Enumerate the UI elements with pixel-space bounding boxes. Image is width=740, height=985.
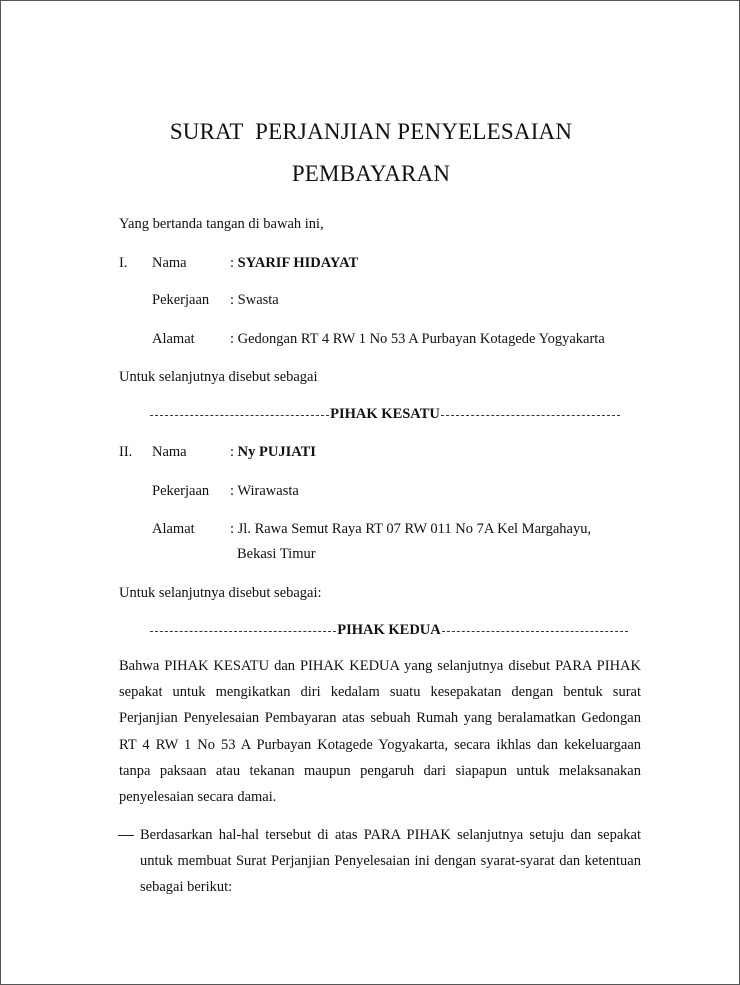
party1-address-label: Alamat xyxy=(152,331,195,347)
party2-address-value-line-1: : Jl. Rawa Semut Raya RT 07 RW 011 No 7A Kel Margahayu, xyxy=(230,521,592,537)
party2-name-colon: : xyxy=(230,444,238,460)
document-title-line-2: PEMBAYARAN xyxy=(291,161,451,186)
party2-designation-line xyxy=(150,621,628,639)
document-title-line-1: SURAT PERJANJIAN PENYELESAIAN xyxy=(169,119,573,144)
body-paragraph: Bahwa PIHAK KESATU dan PIHAK KEDUA yang selanjutnya disebut PARA PIHAK sepakat untuk mengikatkan diri kedalam suatu kesepakatan dengan bentuk surat Perjanjian Penyelesaian Pembayaran atas sebuah Rumah yang beralamatkan Gedongan RT 4 RW 1 No 53 A Purbayan Kotagede Yogyakarta, secara ikhlas dan kekeluargaan tanpa paksaan atau tekanan maupun pengaruh dari siapapun untuk melaksanakan penyelesaian secara damai. xyxy=(119,658,641,806)
party2-name-value: Ny PUJIATI xyxy=(237,444,316,460)
party2-address-value-line-2: Bekasi Timur xyxy=(237,546,316,562)
party2-referred-as: Untuk selanjutnya disebut sebagai: xyxy=(119,585,322,601)
bullet-paragraph: Berdasarkan hal-hal tersebut di atas PARA PIHAK selanjutnya setuju dan sepakat untuk membuat Surat Perjanjian Penyelesaian ini dengan syarat-syarat dan ketentuan sebagai berikut: xyxy=(140,827,641,896)
party2-name-field xyxy=(230,443,316,461)
party1-name-label: Nama xyxy=(152,255,187,271)
party2-job-value: : Wirawasta xyxy=(230,483,299,499)
dash-bullet-icon xyxy=(118,835,134,836)
party2-job-label: Pekerjaan xyxy=(152,483,210,499)
party1-designation-line xyxy=(150,405,620,423)
party2-designation: PIHAK KEDUA xyxy=(337,621,441,638)
party1-designation: PIHAK KESATU xyxy=(330,405,440,422)
party1-address-value: : Gedongan RT 4 RW 1 No 53 A Purbayan Kotagede Yogyakarta xyxy=(230,331,605,347)
separator-dashes-right xyxy=(442,631,628,632)
party2-address-label: Alamat xyxy=(152,521,195,537)
party2-number: II. xyxy=(119,444,133,460)
party1-name-value: SYARIF HIDAYAT xyxy=(237,255,359,271)
separator-dashes-right xyxy=(441,415,620,416)
party1-job-value: : Swasta xyxy=(230,292,279,308)
separator-dashes-left xyxy=(150,631,336,632)
party2-name-label: Nama xyxy=(152,444,187,460)
intro-text: Yang bertanda tangan di bawah ini, xyxy=(119,216,324,232)
party1-job-label: Pekerjaan xyxy=(152,292,210,308)
party1-number: I. xyxy=(119,255,128,271)
separator-dashes-left xyxy=(150,415,329,416)
party1-referred-as: Untuk selanjutnya disebut sebagai xyxy=(119,369,318,385)
party1-name-colon: : xyxy=(230,255,238,271)
party1-name-field xyxy=(230,254,358,272)
